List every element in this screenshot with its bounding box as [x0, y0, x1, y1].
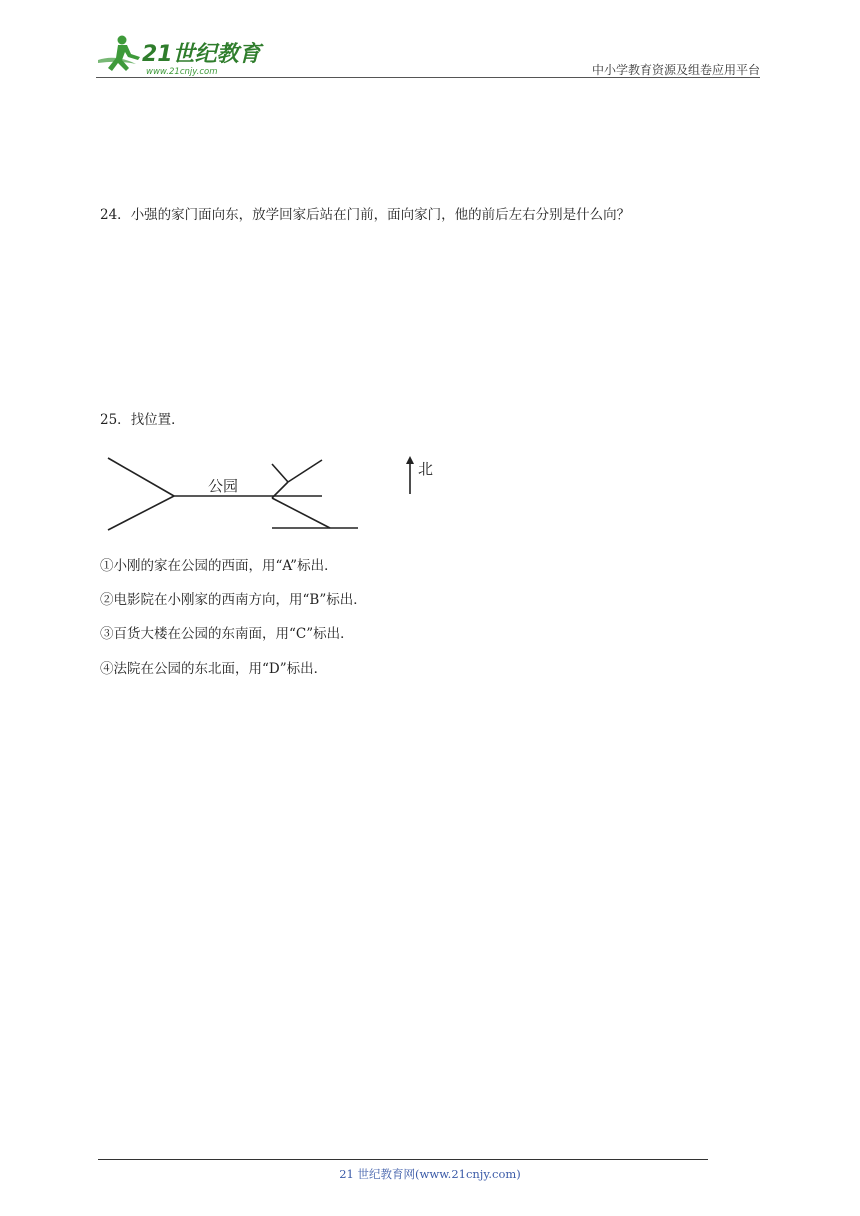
logo-text: 21世纪教育	[142, 42, 261, 67]
location-diagram	[100, 450, 450, 540]
page-header	[96, 30, 760, 78]
park-label: 公园	[208, 477, 239, 495]
question-text: 小强的家门面向东，放学回家后站在门前，面向家门，他的前后左右分别是什么向？	[130, 207, 631, 223]
question-text: 找位置．	[130, 412, 185, 428]
north-arrow-icon	[406, 456, 414, 494]
question-24	[100, 206, 630, 224]
runner-icon	[98, 36, 140, 72]
north-label: 北	[418, 460, 434, 478]
platform-name: 中小学教育资源及组卷应用平台	[591, 63, 760, 77]
sub-question-1: ①小刚的家在公园的西面，用“A”标出．	[100, 558, 338, 574]
question-number: 25．	[100, 412, 131, 428]
sub-question-3: ③百货大楼在公园的东南面，用“C”标出．	[100, 626, 354, 642]
header-divider	[96, 77, 760, 78]
question-25	[100, 411, 185, 429]
question-number: 24．	[100, 207, 131, 223]
sub-question-2: ②电影院在小刚家的西南方向，用“B”标出．	[100, 592, 367, 608]
sub-question-4: ④法院在公园的东北面，用“D”标出．	[100, 661, 328, 677]
logo-url: www.21cnjy.com	[146, 67, 218, 77]
logo-21cnjy	[96, 30, 266, 78]
footer-text: 21 世纪教育网(www.21cnjy.com)	[339, 1167, 521, 1181]
footer-divider	[98, 1159, 708, 1160]
